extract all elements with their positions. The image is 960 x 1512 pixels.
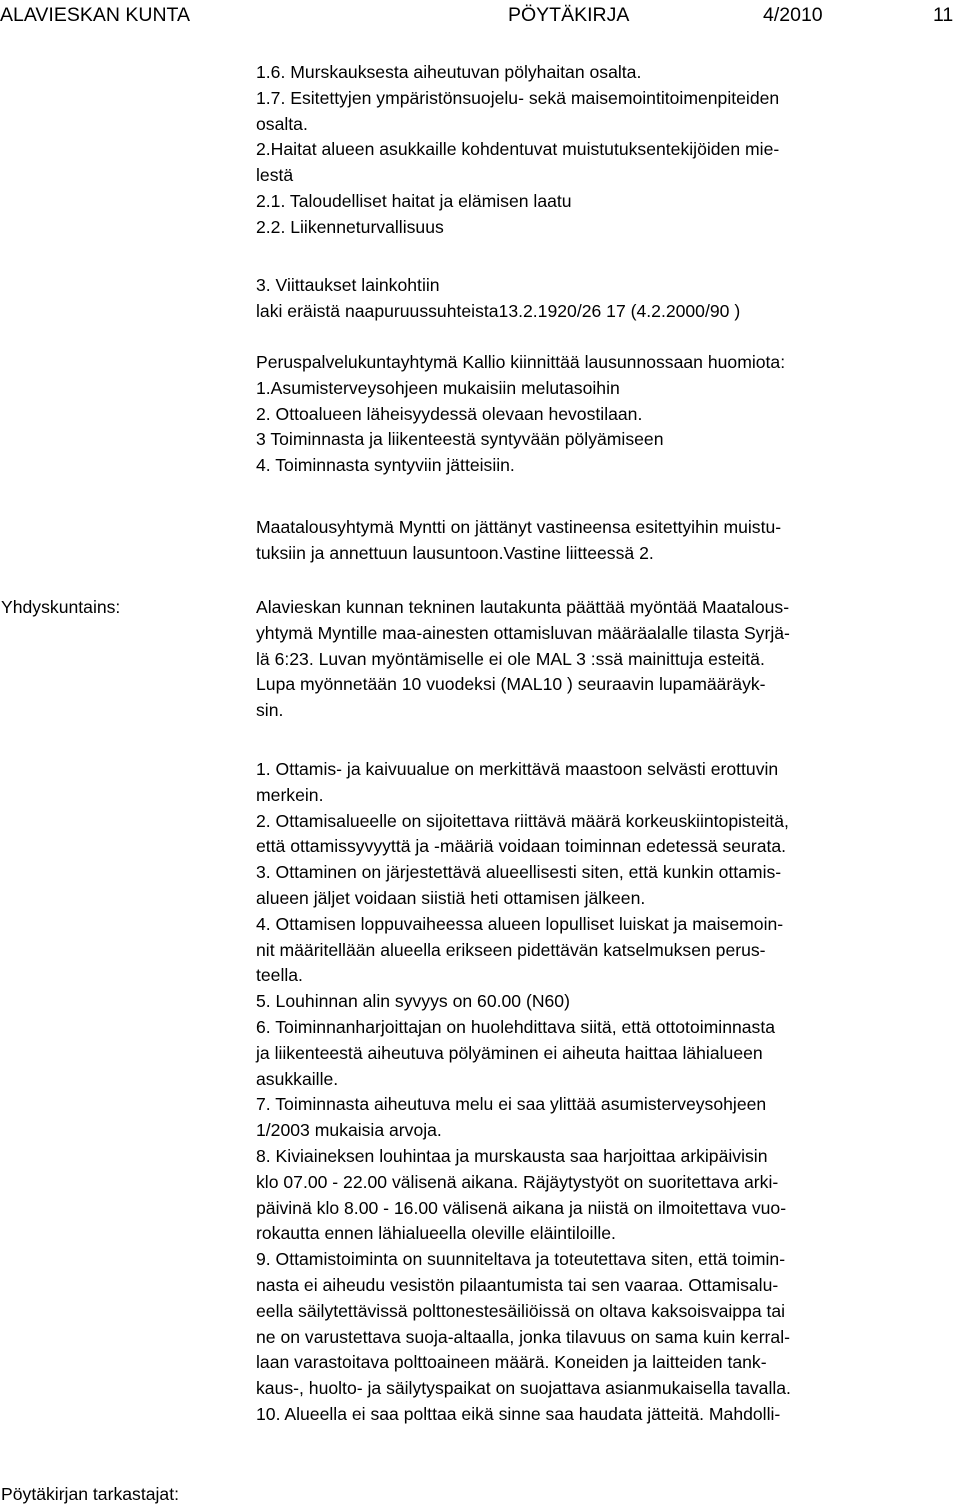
condition-line: kaus-, huolto- ja säilytyspaikat on suojattava asianmukaisella tavalla. bbox=[256, 1378, 791, 1399]
proposal-text bbox=[256, 595, 960, 724]
proposal-line: yhtymä Myntille maa-ainesten ottamisluvan määräalalle tilasta Syrjä- bbox=[256, 622, 790, 643]
proposal-line: lä 6:23. Luvan myöntämiselle ei ole MAL 3 :ssä mainittuja esteitä. bbox=[256, 648, 765, 669]
intro-line: osalta. bbox=[256, 113, 308, 134]
intro-list bbox=[256, 60, 960, 241]
condition-line: 9. Ottamistoiminta on suunniteltava ja toteutettava siten, että toimin- bbox=[256, 1249, 786, 1270]
condition-line: merkein. bbox=[256, 784, 324, 805]
condition-line: 3. Ottaminen on järjestettävä alueellisesti siten, että kunkin ottamis- bbox=[256, 862, 782, 883]
statement-line: 2. Ottoalueen läheisyydessä olevaan hevostilaan. bbox=[256, 403, 643, 424]
intro-line: 2.1. Taloudelliset haitat ja elämisen laatu bbox=[256, 190, 572, 211]
condition-line: 5. Louhinnan alin syvyys on 60.00 (N60) bbox=[256, 991, 570, 1012]
intro-line: 1.6. Murskauksesta aiheutuvan pölyhaitan osalta. bbox=[256, 62, 642, 82]
condition-line: 10. Alueella ei saa polttaa eikä sinne saa haudata jätteitä. Mahdolli- bbox=[256, 1403, 781, 1424]
condition-line: teella. bbox=[256, 965, 303, 986]
applicant-response bbox=[256, 515, 960, 567]
page-number: 11 bbox=[933, 4, 954, 26]
statement-line: 3 Toiminnasta ja liikenteestä syntyvään pölyämiseen bbox=[256, 429, 664, 450]
condition-line: 6. Toiminnanharjoittajan on huolehdittava siitä, että ottotoiminnasta bbox=[256, 1016, 776, 1037]
minutes-reviewers-label: Pöytäkirjan tarkastajat: bbox=[1, 1484, 179, 1504]
response-line: tuksiin ja annettuun lausuntoon.Vastine liitteessä 2. bbox=[256, 542, 654, 563]
statement-line: 1.Asumisterveysohjeen mukaisiin melutasoihin bbox=[256, 377, 620, 398]
condition-line: eella säilytettävissä polttonestesäiliöissä on oltava kaksoisvaippa tai bbox=[256, 1300, 786, 1321]
legal-reference-line: laki eräistä naapuruussuhteista13.2.1920/26 17 (4.2.2000/90 ) bbox=[256, 300, 741, 321]
legal-references bbox=[256, 273, 960, 325]
meeting-number: 4/2010 bbox=[763, 4, 823, 26]
condition-line: ja liikenteestä aiheutuva pölyäminen ei aiheuta haittaa lähialueen bbox=[256, 1042, 763, 1063]
statement-line: 4. Toiminnasta syntyviin jätteisiin. bbox=[256, 455, 515, 476]
condition-line: rokautta ennen lähialueella oleville eläintiloille. bbox=[256, 1223, 616, 1244]
statement-line: Peruspalvelukuntayhtymä Kallio kiinnittää lausunnossaan huomiota: bbox=[256, 352, 786, 372]
condition-line: nasta ei aiheudu vesistön pilaantumista tai sen vaaraa. Ottamisalu- bbox=[256, 1274, 779, 1295]
condition-line: 4. Ottamisen loppuvaiheessa alueen lopulliset luiskat ja maisemoin- bbox=[256, 913, 784, 934]
condition-line: 1. Ottamis- ja kaivuualue on merkittävä maastoon selvästi erottuvin bbox=[256, 759, 779, 779]
intro-line: 2.2. Liikenneturvallisuus bbox=[256, 216, 444, 237]
health-authority-statement bbox=[256, 350, 960, 479]
response-line: Maatalousyhtymä Myntti on jättänyt vastineensa esitettyihin muistu- bbox=[256, 517, 782, 537]
permit-conditions bbox=[256, 757, 960, 1428]
condition-line: 2. Ottamisalueelle on sijoitettava riittävä määrä korkeuskiintopisteitä, bbox=[256, 810, 789, 831]
condition-line: laan varastoitava polttoaineen määrä. Koneiden ja laitteiden tank- bbox=[256, 1352, 767, 1373]
proposal-line: sin. bbox=[256, 700, 284, 721]
condition-line: nit määritellään alueella erikseen pidettävän katselmuksen perus- bbox=[256, 939, 766, 960]
intro-line: lestä bbox=[256, 165, 294, 186]
proposal-line: Alavieskan kunnan tekninen lautakunta päättää myöntää Maatalous- bbox=[256, 597, 790, 617]
document-type: PÖYTÄKIRJA bbox=[508, 4, 630, 26]
condition-line: alueen jäljet voidaan siistiä heti ottamisen jälkeen. bbox=[256, 887, 646, 908]
legal-reference-line: 3. Viittaukset lainkohtiin bbox=[256, 275, 440, 295]
condition-line: 8. Kiviaineksen louhintaa ja murskausta saa harjoittaa arkipäivisin bbox=[256, 1145, 768, 1166]
condition-line: ne on varustettava suoja-altaalla, jonka tilavuus on sama kuin kerral- bbox=[256, 1326, 790, 1347]
condition-line: että ottamissyvyyttä ja -määriä voidaan toiminnan edetessä seurata. bbox=[256, 836, 787, 857]
proposal-label: Yhdyskuntains: bbox=[1, 597, 121, 617]
organization-name: ALAVIESKAN KUNTA bbox=[0, 4, 191, 26]
proposal-line: Lupa myönnetään 10 vuodeksi (MAL10 ) seuraavin lupamääräyk- bbox=[256, 674, 766, 695]
intro-line: 1.7. Esitettyjen ympäristönsuojelu- sekä maisemointitoimenpiteiden bbox=[256, 87, 780, 108]
condition-line: klo 07.00 - 22.00 välisenä aikana. Räjäytystyöt on suoritettava arki- bbox=[256, 1171, 779, 1192]
intro-line: 2.Haitat alueen asukkaille kohdentuvat muistutuksentekijöiden mie- bbox=[256, 139, 780, 160]
condition-line: 1/2003 mukaisia arvoja. bbox=[256, 1120, 442, 1141]
condition-line: päivinä klo 8.00 - 16.00 välisenä aikana ja niistä on ilmoitettava vuo- bbox=[256, 1197, 787, 1218]
page-header bbox=[0, 2, 960, 28]
condition-line: 7. Toiminnasta aiheutuva melu ei saa ylittää asumisterveysohjeen bbox=[256, 1094, 767, 1115]
condition-line: asukkaille. bbox=[256, 1068, 339, 1089]
